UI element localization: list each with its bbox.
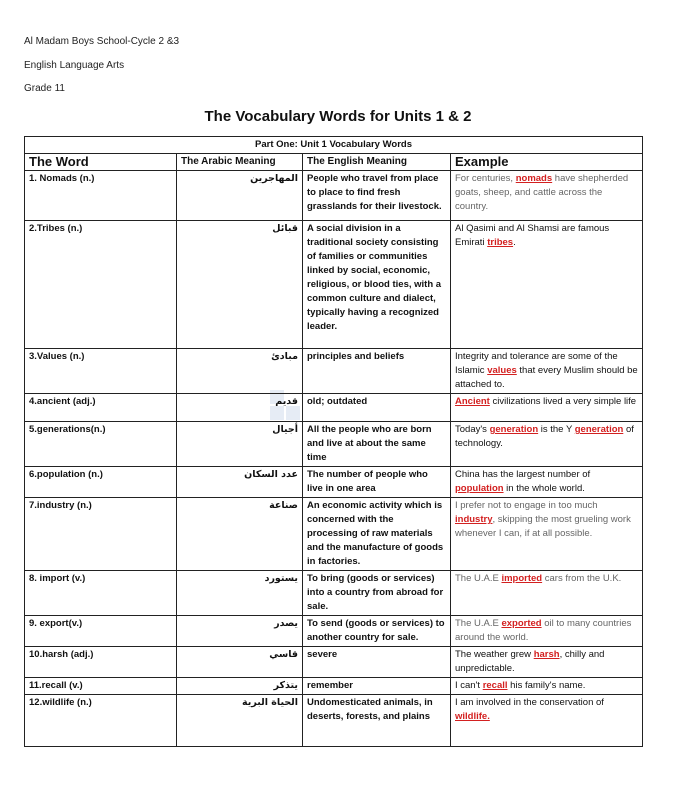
example-text: , chilly and unpredictable.: [455, 649, 605, 674]
vocab-word: 4.ancient (adj.): [25, 394, 177, 422]
example-text: that every Muslim should be attached to.: [455, 365, 638, 390]
example-text: The U.A.E: [455, 573, 502, 584]
english-meaning: severe: [303, 647, 451, 678]
table-row: [25, 571, 643, 616]
vocab-highlight: harsh: [533, 649, 560, 660]
example-text: oil to many countries around the world.: [455, 618, 632, 643]
example-text: China has the largest number of: [455, 469, 591, 480]
arabic-meaning: عدد السكان: [177, 467, 303, 498]
grade-label: Grade 11: [24, 83, 65, 94]
example-sentence: [451, 647, 643, 678]
table-row: [25, 171, 643, 221]
col-header-example: Example: [451, 154, 643, 171]
col-header-arabic: The Arabic Meaning: [177, 154, 303, 171]
col-header-word: The Word: [25, 154, 177, 171]
table-row: [25, 467, 643, 498]
vocab-highlight: imported: [501, 573, 543, 584]
table-row: [25, 349, 643, 394]
vocab-word: 10.harsh (adj.): [25, 647, 177, 678]
arabic-meaning: يتذكر: [177, 678, 303, 695]
vocab-word: 9. export(v.): [25, 616, 177, 647]
arabic-meaning: يستورد: [177, 571, 303, 616]
example-text: have shepherded goats, sheep, and cattle across the country.: [455, 173, 629, 212]
example-sentence: [451, 221, 643, 349]
example-text: civilizations lived a very simple life: [489, 396, 637, 407]
arabic-meaning: يصدر: [177, 616, 303, 647]
example-sentence: [451, 171, 643, 221]
example-sentence: [451, 498, 643, 571]
document-title: The Vocabulary Words for Units 1 & 2: [204, 108, 472, 125]
english-meaning: People who travel from place to place to find fresh grasslands for their livestock.: [303, 171, 451, 221]
example-text: .: [513, 237, 516, 248]
vocab-highlight: exported: [501, 618, 542, 629]
vocab-highlight: industry: [455, 514, 493, 525]
vocab-word: 2.Tribes (n.): [25, 221, 177, 349]
example-sentence: [451, 678, 643, 695]
school-name: Al Madam Boys School-Cycle 2 &3: [24, 36, 180, 47]
table-row: [25, 498, 643, 571]
example-text: Today's: [455, 424, 490, 435]
part-heading: Part One: Unit 1 Vocabulary Words: [25, 137, 643, 154]
vocab-highlight: wildlife.: [455, 711, 490, 722]
arabic-meaning: قاسي: [177, 647, 303, 678]
example-text: of technology.: [455, 424, 634, 449]
subject-name: English Language Arts: [24, 60, 125, 71]
english-meaning: To send (goods or services) to another country for sale.: [303, 616, 451, 647]
english-meaning: A social division in a traditional society consisting of families or communities linked by social, economic, religious, or blood ties, with a common culture and dialect, typically having a recognized leader.: [303, 221, 451, 349]
example-text: I can't: [455, 680, 483, 691]
table-row: [25, 616, 643, 647]
arabic-meaning: أجيال: [177, 422, 303, 467]
table-row: [25, 647, 643, 678]
vocab-highlight: recall: [482, 680, 508, 691]
table-row: [25, 678, 643, 695]
vocab-highlight: generation: [574, 424, 624, 435]
example-text: in the whole world.: [503, 483, 585, 494]
table-row: [25, 695, 643, 747]
arabic-meaning: الحياة البرية: [177, 695, 303, 747]
example-sentence: [451, 571, 643, 616]
vocab-word: 8. import (v.): [25, 571, 177, 616]
vocab-highlight: values: [487, 365, 517, 376]
vocab-word: 5.generations(n.): [25, 422, 177, 467]
table-row: [25, 221, 643, 349]
example-text: Integrity and tolerance are some of the Islamic: [455, 351, 618, 376]
vocab-word: 3.Values (n.): [25, 349, 177, 394]
example-text: cars from the U.K.: [542, 573, 622, 584]
arabic-meaning: قبائل: [177, 221, 303, 349]
example-text: For centuries,: [455, 173, 516, 184]
example-sentence: [451, 467, 643, 498]
english-meaning: To bring (goods or services) into a country from abroad for sale.: [303, 571, 451, 616]
column-header-row: [25, 154, 643, 171]
vocab-word: 11.recall (v.): [25, 678, 177, 695]
col-header-english: The English Meaning: [303, 154, 451, 171]
arabic-meaning: صناعة: [177, 498, 303, 571]
part-heading-row: [25, 137, 643, 154]
arabic-meaning: المهاجرين: [177, 171, 303, 221]
example-text: , skipping the most grueling work whenever I can, if at all possible.: [455, 514, 631, 539]
example-text: his family's name.: [507, 680, 586, 691]
example-text: The weather grew: [455, 649, 534, 660]
vocab-highlight: population: [455, 483, 504, 494]
arabic-meaning: مبادئ: [177, 349, 303, 394]
vocab-highlight: generation: [489, 424, 539, 435]
example-text: Al Qasimi and Al Shamsi are famous Emirati: [455, 223, 610, 248]
english-meaning: An economic activity which is concerned with the processing of raw materials and the manufacture of goods in factories.: [303, 498, 451, 571]
english-meaning: All the people who are born and live at about the same time: [303, 422, 451, 467]
arabic-meaning: قديم: [177, 394, 303, 422]
vocab-word: 12.wildlife (n.): [25, 695, 177, 747]
english-meaning: The number of people who live in one area: [303, 467, 451, 498]
example-text: is the Y: [538, 424, 575, 435]
example-sentence: [451, 695, 643, 747]
english-meaning: old; outdated: [303, 394, 451, 422]
vocab-word: 7.industry (n.): [25, 498, 177, 571]
english-meaning: Undomesticated animals, in deserts, forests, and plains: [303, 695, 451, 747]
table-row: [25, 394, 643, 422]
english-meaning: remember: [303, 678, 451, 695]
example-text: I prefer not to engage in too much: [455, 500, 598, 511]
vocabulary-table: [24, 136, 643, 747]
vocab-word: 1. Nomads (n.): [25, 171, 177, 221]
vocab-highlight: Ancient: [455, 396, 490, 407]
example-sentence: [451, 616, 643, 647]
english-meaning: principles and beliefs: [303, 349, 451, 394]
example-text: The U.A.E: [455, 618, 502, 629]
example-text: I am involved in the conservation of: [455, 697, 604, 708]
vocab-word: 6.population (n.): [25, 467, 177, 498]
table-row: [25, 422, 643, 467]
vocab-highlight: tribes: [487, 237, 514, 248]
vocab-highlight: nomads: [515, 173, 553, 184]
example-sentence: [451, 349, 643, 394]
example-sentence: [451, 422, 643, 467]
example-sentence: [451, 394, 643, 422]
